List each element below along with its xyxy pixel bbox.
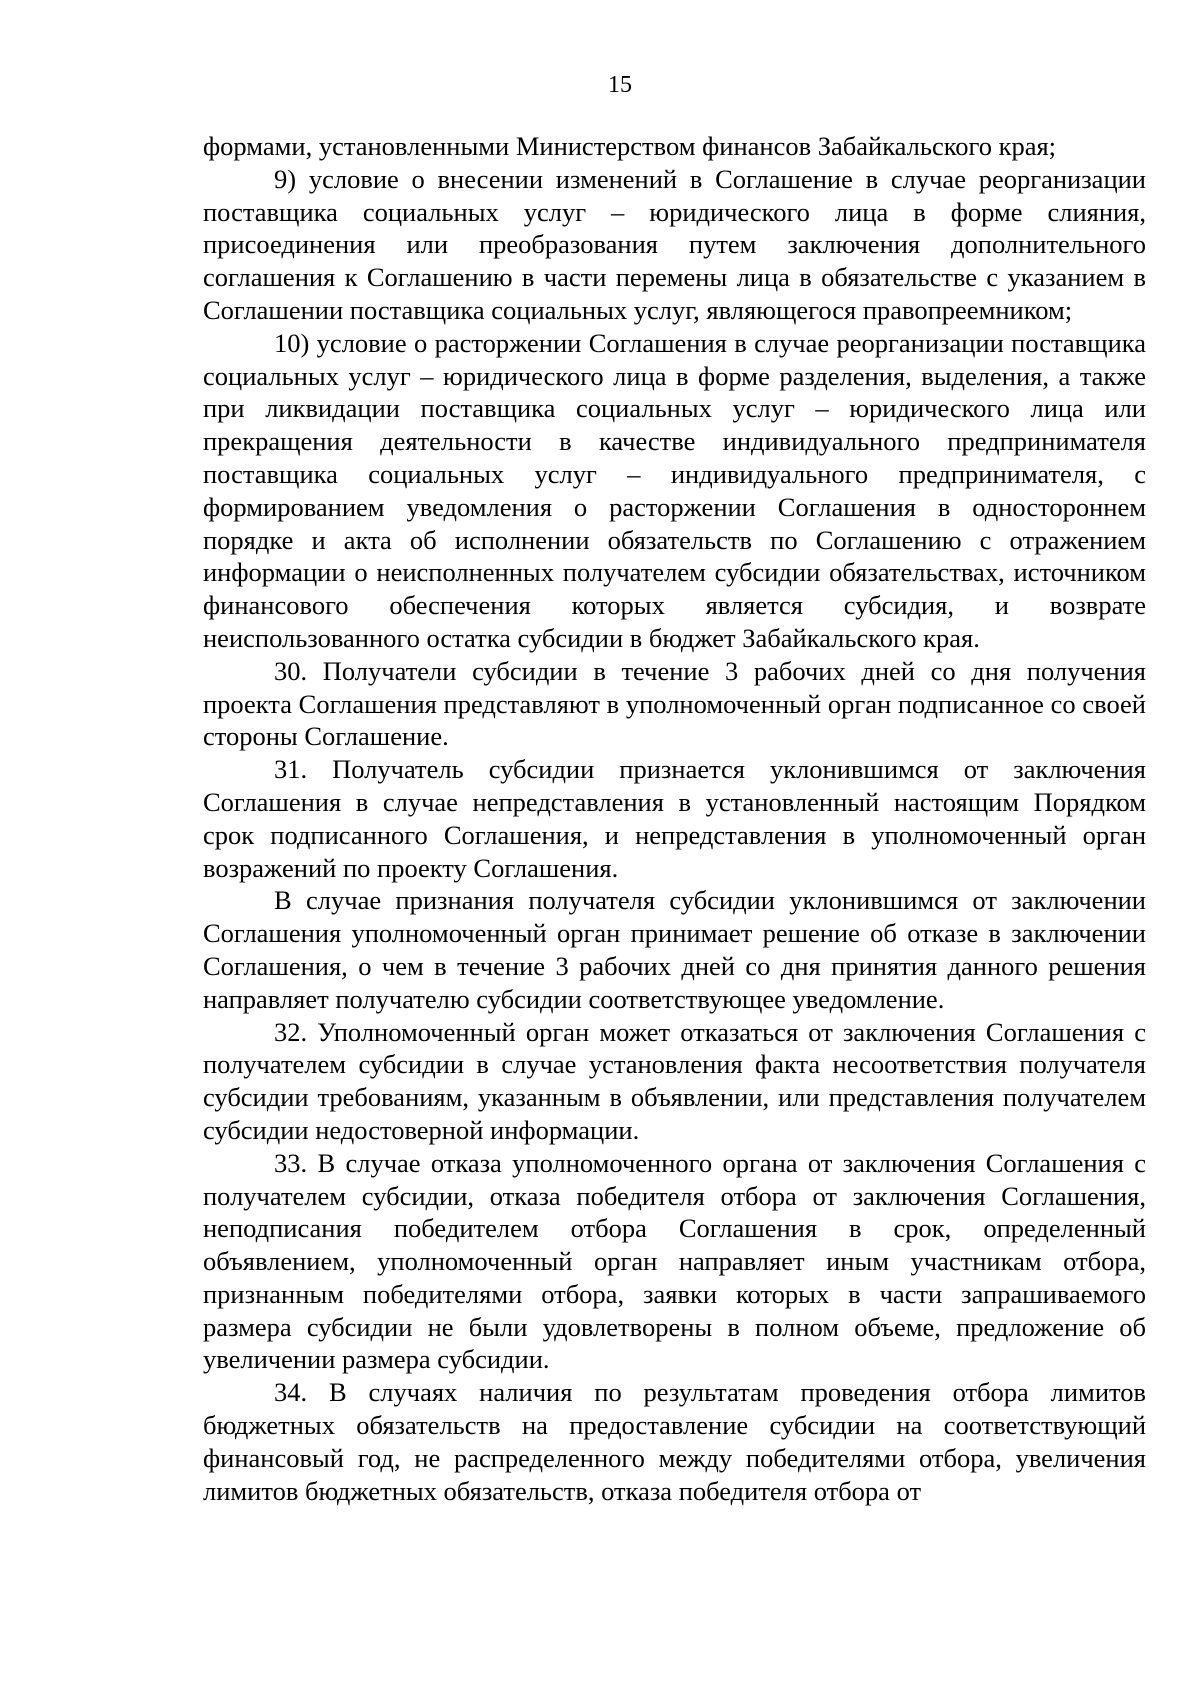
paragraph-clause-31: 31. Получатель субсидии признается уклонившимся от заключения Соглашения в случае непредставления в установленный настоящим Порядком срок подписанного Соглашения, и непредставления в уполномоченный орган возражений по проекту Соглашения. bbox=[203, 754, 1146, 883]
paragraph-clause-30: 30. Получатели субсидии в течение 3 рабочих дней со дня получения проекта Соглашения представляют в уполномоченный орган подписанное со своей стороны Соглашение. bbox=[203, 655, 1146, 752]
document-body bbox=[203, 130, 1146, 1507]
page-number: 15 bbox=[608, 72, 632, 98]
paragraph-clause-31-cont: В случае признания получателя субсидии уклонившимся от заключении Соглашения уполномоченный орган принимает решение об отказе в заключении Соглашения, о чем в течение 3 рабочих дней со дня принятия данного решения направляет получателю субсидии соответствующее уведомление. bbox=[203, 885, 1146, 1014]
paragraph-clause-34: 34. В случаях наличия по результатам проведения отбора лимитов бюджетных обязательств на предоставление субсидии на соответствующий финансовый год, не распределенного между победителями отбора, увеличения лимитов бюджетных обязательств, отказа победителя отбора от bbox=[203, 1377, 1146, 1506]
paragraph-clause-32: 32. Уполномоченный орган может отказаться от заключения Соглашения с получателем субсидии в случае установления факта несоответствия получателя субсидии требованиям, указанным в объявлении, или представления получателем субсидии недостоверной информации. bbox=[203, 1016, 1146, 1145]
paragraph-item-9: 9) условие о внесении изменений в Соглашение в случае реорганизации поставщика социальных услуг – юридического лица в форме слияния, присоединения или преобразования путем заключения дополнительного соглашения к Соглашению в части перемены лица в обязательстве с указанием в Соглашении поставщика социальных услуг, являющегося правопреемником; bbox=[203, 163, 1146, 325]
paragraph-continuation: формами, установленными Министерством финансов Забайкальского края; bbox=[203, 131, 1057, 161]
paragraph-clause-33: 33. В случае отказа уполномоченного органа от заключения Соглашения с получателем субсидии, отказа победителя отбора от заключения Соглашения, неподписания победителем отбора Соглашения в срок, определенный объявлением, уполномоченный орган направляет иным участникам отбора, признанным победителями отбора, заявки которых в части запрашиваемого размера субсидии не были удовлетворены в полном объеме, предложение об увеличении размера субсидии. bbox=[203, 1147, 1146, 1375]
paragraph-item-10: 10) условие о расторжении Соглашения в случае реорганизации поставщика социальных услуг – юридического лица в форме разделения, выделения, а также при ликвидации поставщика социальных услуг – юридического лица или прекращения деятельности в качестве индивидуального предпринимателя поставщика социальных услуг – индивидуального предпринимателя, с формированием уведомления о расторжении Соглашения в одностороннем порядке и акта об исполнении обязательств по Соглашению с отражением информации о неисполненных получателем субсидии обязательствах, источником финансового обеспечения которых является субсидия, и возврате неиспользованного остатка субсидии в бюджет Забайкальского края. bbox=[203, 327, 1146, 653]
